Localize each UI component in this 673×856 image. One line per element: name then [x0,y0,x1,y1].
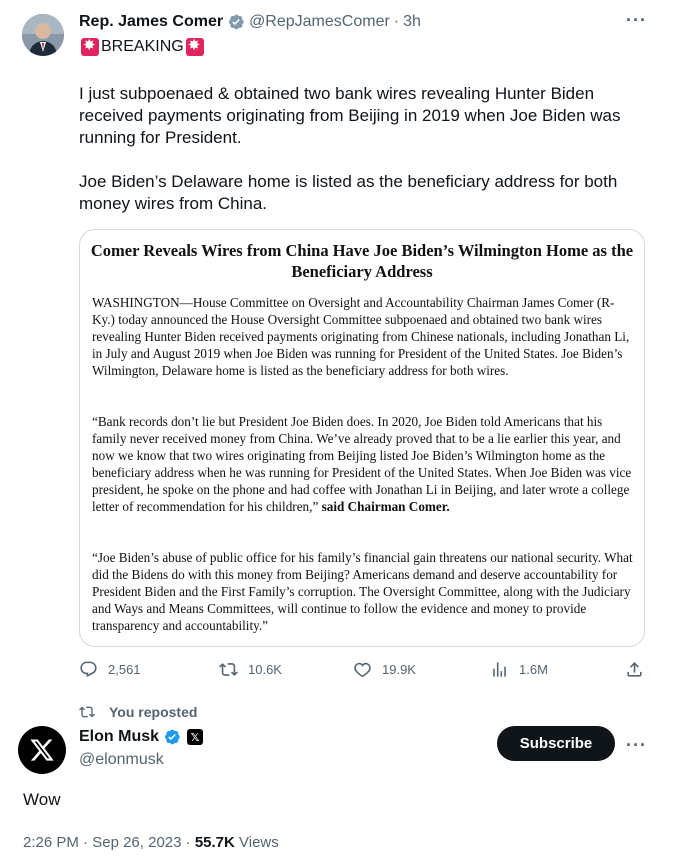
analytics-bar-icon [490,660,509,679]
press-release-paragraph-3: “Joe Biden’s abuse of public office for his family’s financial gain threatens our national security. What did the Bidens do with this money from Beijing? Americans demand and deserve accountability for President Biden and the First Family’s corruption. The Oversight Committee, along with the Judiciary and Ways and Means Committees, will continue to follow the evidence and money to provide transparency and accountability.” [92,550,633,634]
tweet-actions [79,660,647,686]
views-button[interactable] [490,660,548,679]
author-handle[interactable]: @RepJamesComer [249,13,390,30]
breaking-line [79,38,206,56]
author-name[interactable]: Rep. James Comer [79,13,224,30]
more-options-icon[interactable]: ··· [626,735,647,755]
repost-button[interactable] [219,660,282,679]
reposted-indicator [79,704,197,720]
press-release-paragraph-2 [92,413,634,516]
repost-small-icon [79,704,95,720]
views-count: 55.7K [194,834,235,851]
musk-handle[interactable]: @elonmusk [79,751,164,768]
reply-icon [79,660,98,679]
views-count: 1.6M [519,662,548,677]
press-release-title: Comer Reveals Wires from China Have Joe Biden’s Wilmington Home as the Beneficiary Address [90,241,634,281]
reply-button[interactable] [79,660,141,679]
share-icon [625,660,644,679]
siren-emoji-icon [186,38,204,56]
share-button[interactable] [625,660,644,679]
more-options-icon[interactable]: ··· [626,10,647,30]
separator-dot: · [185,834,191,851]
reply-count: 2,561 [108,662,141,677]
heart-icon [353,660,372,679]
tweet-time[interactable]: 2:26 PM [23,834,79,851]
x-logo-icon [29,737,55,763]
separator-dot: · [83,834,89,851]
press-release-quote: “Bank records don’t lie but President Joe Biden does. In 2020, Joe Biden told Americans that his family never received money from China. We’ve already proved that to be a lie earlier this year, and now we know that two wires originating from Beijing listed Joe Biden’s Wilmington home as the beneficiary address when he was running for President of the United States. When Joe Biden was vice president, he spoke on the phone and had coffee with Jonathan Li in Beijing, and later wrote a college letter of recommendation for his children,” [92,414,632,515]
tweet-paragraph-1: I just subpoenaed & obtained two bank wires revealing Hunter Biden received payments originating from Beijing in 2019 when Joe Biden was running for President. [79,84,621,147]
siren-emoji-icon [81,38,99,56]
reposted-label[interactable]: You reposted [109,704,198,720]
press-release-paragraph-1: WASHINGTON—House Committee on Oversight and Accountability Chairman James Comer (R-Ky.) today announced the House Oversight Committee subpoenaed and obtained two bank wires revealing Hunter Biden received payments originating from Chinese nationals, including Jonathan Li, in July and August 2019 when Joe Biden was running for President of the United States. Joe Biden’s Wilmington, Delaware home is listed as the beneficiary address for both wires. [92,295,630,379]
musk-name[interactable]: Elon Musk [79,728,160,745]
views-label: Views [239,834,279,851]
like-button[interactable] [353,660,416,679]
subscribe-button[interactable]: Subscribe [497,726,615,761]
verified-blue-badge-icon [163,728,181,746]
like-count: 19.9K [382,662,416,677]
musk-avatar[interactable] [18,726,66,774]
comer-avatar[interactable] [22,14,64,56]
tweet-date[interactable]: Sep 26, 2023 [92,834,182,851]
tweet-paragraph-2: Joe Biden’s Delaware home is listed as the beneficiary address for both money wires from China. [79,172,618,213]
breaking-text: BREAKING [101,38,184,55]
repost-icon [219,660,238,679]
press-release-attribution: said Chairman Comer. [321,499,450,515]
tweet-time[interactable]: 3h [403,13,421,30]
repost-count: 10.6K [248,662,282,677]
verified-gray-badge-icon [227,13,245,31]
tweet-text: Wow [23,790,61,809]
tweet-meta [23,834,279,851]
press-release-image[interactable] [79,229,645,647]
separator-dot: · [393,13,400,30]
affiliate-x-badge-icon[interactable]: 𝕏 [187,729,203,745]
